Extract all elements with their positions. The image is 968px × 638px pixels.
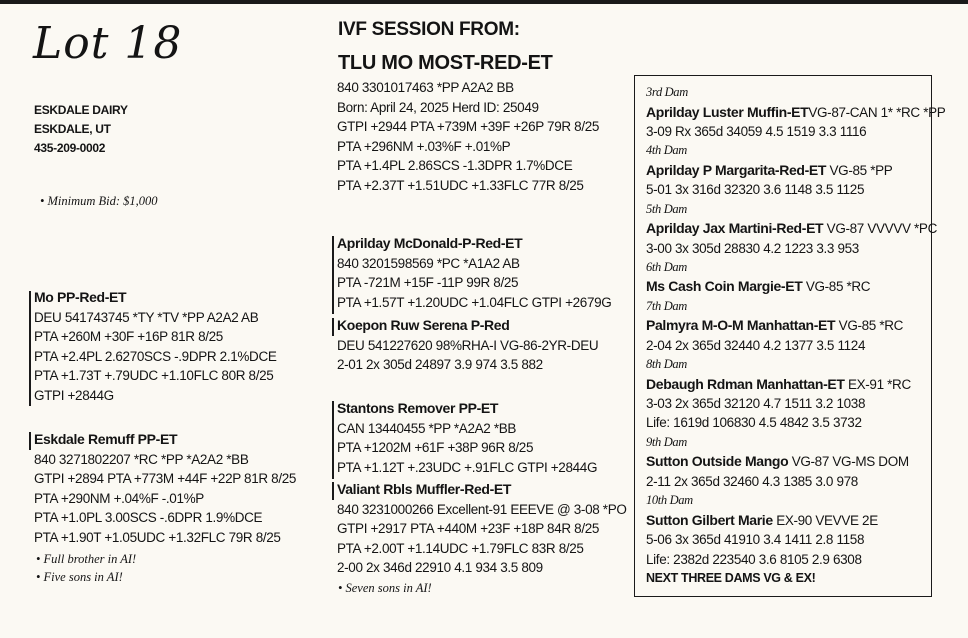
dam-name: Sutton Gilbert Marie [646, 511, 773, 528]
dam-name: Sutton Outside Mango [646, 453, 789, 470]
mid1-line: PTA +1.57T +1.20UDC +1.04FLC GTPI +2679G [337, 294, 612, 310]
dam-name: Aprilday P Margarita-Red-ET [646, 161, 827, 178]
dam-heading [646, 375, 945, 394]
dam-heading [646, 103, 945, 122]
session-details [337, 78, 599, 196]
mid4-line: 2-00 2x 346d 22910 4.1 934 3.5 809 [337, 560, 543, 576]
mid2-block [337, 316, 598, 375]
dam-name: Aprilday Luster Muffin-ET [646, 103, 809, 120]
mid3-line: CAN 13440455 *PP *A2A2 *BB [337, 420, 517, 436]
mid1-bracket [332, 236, 334, 314]
dam-sire-line: PTA +1.0PL 3.00SCS -.6DPR 1.9%DCE [34, 510, 263, 526]
dam-sire-line: PTA +1.90T +1.05UDC +1.32FLC 79R 8/25 [34, 529, 281, 545]
mid4-line: GTPI +2917 PTA +440M +23F +18P 84R 8/25 [337, 521, 600, 537]
sire-block [34, 288, 277, 406]
seller-location: ESKDALE, UT [34, 122, 111, 136]
dam-heading [646, 161, 945, 180]
sire-line: PTA +260M +30F +16P 81R 8/25 [34, 329, 223, 345]
mid4-line: PTA +2.00T +1.14UDC +1.79FLC 83R 8/25 [337, 540, 584, 556]
mid1-name: Aprilday McDonald-P-Red-ET [337, 235, 523, 251]
seller-info [34, 101, 128, 158]
dam-class: VG-85 *RC [802, 279, 871, 295]
dam-heading [646, 219, 945, 238]
session-name: TLU MO MOST-RED-ET [338, 52, 553, 74]
dam-label: 9th Dam [646, 434, 687, 449]
dam-label: 10th Dam [646, 493, 693, 508]
sire-line: GTPI +2844G [34, 387, 114, 403]
minimum-bid: • Minimum Bid: $1,000 [40, 194, 158, 208]
dam-record: 3-00 3x 305d 28830 4.2 1223 3.3 953 [646, 240, 859, 256]
mid4-block [337, 480, 627, 578]
session-line: PTA +2.37T +1.51UDC +1.33FLC 77R 8/25 [337, 177, 584, 193]
dam-sire-block [34, 430, 296, 548]
mid3-line: PTA +1.12T +.23UDC +.91FLC GTPI +2844G [337, 459, 598, 475]
dam-class: EX-90 VEVVE 2E [772, 512, 878, 528]
session-line: Born: April 24, 2025 Herd ID: 25049 [337, 99, 539, 115]
mid1-block [337, 234, 611, 312]
mid2-line: 2-01 2x 305d 24897 3.9 974 3.5 882 [337, 357, 543, 373]
session-line: GTPI +2944 PTA +739M +39F +26P 79R 8/25 [337, 119, 600, 135]
mid3-line: PTA +1202M +61F +38P 96R 8/25 [337, 440, 534, 456]
note: • Five sons in AI! [36, 570, 123, 584]
dam-class: EX-91 *RC [844, 376, 911, 392]
mid4-name: Valiant Rbls Muffler-Red-ET [337, 481, 512, 497]
dam-name: Ms Cash Coin Margie-ET [646, 278, 803, 295]
top-border [0, 0, 968, 4]
dam-class: VG-87 VVVVV *PC [823, 221, 937, 237]
dam-sire-notes [36, 550, 136, 586]
mid1-line: PTA -721M +15F -11P 99R 8/25 [337, 275, 519, 291]
dam-lifetime: Life: 2382d 223540 3.6 8105 2.9 6308 [646, 551, 862, 567]
sire-bracket [29, 291, 31, 406]
mid3-name: Stantons Remover PP-ET [337, 400, 499, 416]
dam-name: Debaugh Rdman Manhattan-ET [646, 375, 845, 392]
dams-list [646, 83, 945, 588]
dam-sire-line: PTA +290NM +.04%F -.01%P [34, 490, 204, 506]
dam-name: Aprilday Jax Martini-Red-ET [646, 220, 824, 237]
dam-class: VG-87-CAN 1* *RC *PP [808, 104, 946, 120]
mid4-bracket [332, 482, 334, 500]
dam-sire-line: 840 3271802207 *RC *PP *A2A2 *BB [34, 451, 249, 467]
dam-record: 2-11 2x 365d 32460 4.3 1385 3.0 978 [646, 473, 858, 489]
dam-heading [646, 511, 945, 530]
session-line: PTA +296NM +.03%F +.01%P [337, 138, 511, 154]
dam-record: 3-03 2x 365d 32120 4.7 1511 3.2 1038 [646, 396, 866, 412]
dam-label: 4th Dam [646, 143, 687, 158]
dam-record: 5-01 3x 316d 32320 3.6 1148 3.5 1125 [646, 182, 865, 198]
dams-footer: NEXT THREE DAMS VG & EX! [646, 570, 816, 585]
dam-class: VG-87 VG-MS DOM [788, 454, 909, 470]
mid1-line: 840 3201598569 *PC *A1A2 AB [337, 255, 520, 271]
dam-record: 3-09 Rx 365d 34059 4.5 1519 3.3 1116 [646, 123, 867, 139]
mid2-bracket [332, 318, 334, 336]
sire-line: DEU 541743745 *TY *TV *PP A2A2 AB [34, 309, 259, 325]
lot-title: Lot 18 [33, 18, 183, 69]
dam-heading [646, 316, 945, 335]
mid2-line: DEU 541227620 98%RHA-I VG-86-2YR-DEU [337, 337, 599, 353]
session-line: 840 3301017463 *PP A2A2 BB [337, 80, 514, 95]
mid3-bracket [332, 401, 334, 479]
note: • Full brother in AI! [36, 552, 137, 566]
dam-lifetime: Life: 1619d 106830 4.5 4842 3.5 3732 [646, 415, 862, 431]
session-line: PTA +1.4PL 2.86SCS -1.3DPR 1.7%DCE [337, 158, 573, 174]
session-heading: IVF SESSION FROM: [338, 19, 520, 40]
dam-sire-line: GTPI +2894 PTA +773M +44F +22P 81R 8/25 [34, 471, 297, 487]
sire-line: PTA +1.73T +.79UDC +1.10FLC 80R 8/25 [34, 368, 274, 384]
dam-heading [646, 277, 945, 296]
dam-heading [646, 452, 945, 471]
dam-label: 5th Dam [646, 201, 687, 216]
mid4-note: • Seven sons in AI! [338, 581, 432, 595]
dam-record: 5-06 3x 365d 41910 3.4 1411 2.8 1158 [646, 532, 865, 548]
dam-label: 8th Dam [646, 357, 687, 372]
seller-phone: 435-209-0002 [34, 141, 106, 155]
dam-sire-name: Eskdale Remuff PP-ET [34, 431, 178, 447]
dam-record: 2-04 2x 365d 32440 4.2 1377 3.5 1124 [646, 337, 866, 353]
sire-line: PTA +2.4PL 2.6270SCS -.9DPR 2.1%DCE [34, 348, 277, 364]
sire-name: Mo PP-Red-ET [34, 289, 127, 305]
seller-name: ESKDALE DAIRY [34, 103, 128, 117]
dam-class: VG-85 *RC [835, 318, 904, 334]
mid2-name: Koepon Ruw Serena P-Red [337, 317, 510, 333]
mid4-line: 840 3231000266 Excellent-91 EEEVE @ 3-08 *PO [337, 501, 627, 517]
dam-label: 6th Dam [646, 259, 687, 274]
dam-name: Palmyra M-O-M Manhattan-ET [646, 317, 836, 334]
dam-label: 7th Dam [646, 298, 687, 313]
dam-class: VG-85 *PP [826, 162, 893, 178]
mid3-block [337, 399, 597, 477]
dam-sire-bracket [29, 432, 31, 450]
dam-label: 3rd Dam [646, 85, 688, 99]
